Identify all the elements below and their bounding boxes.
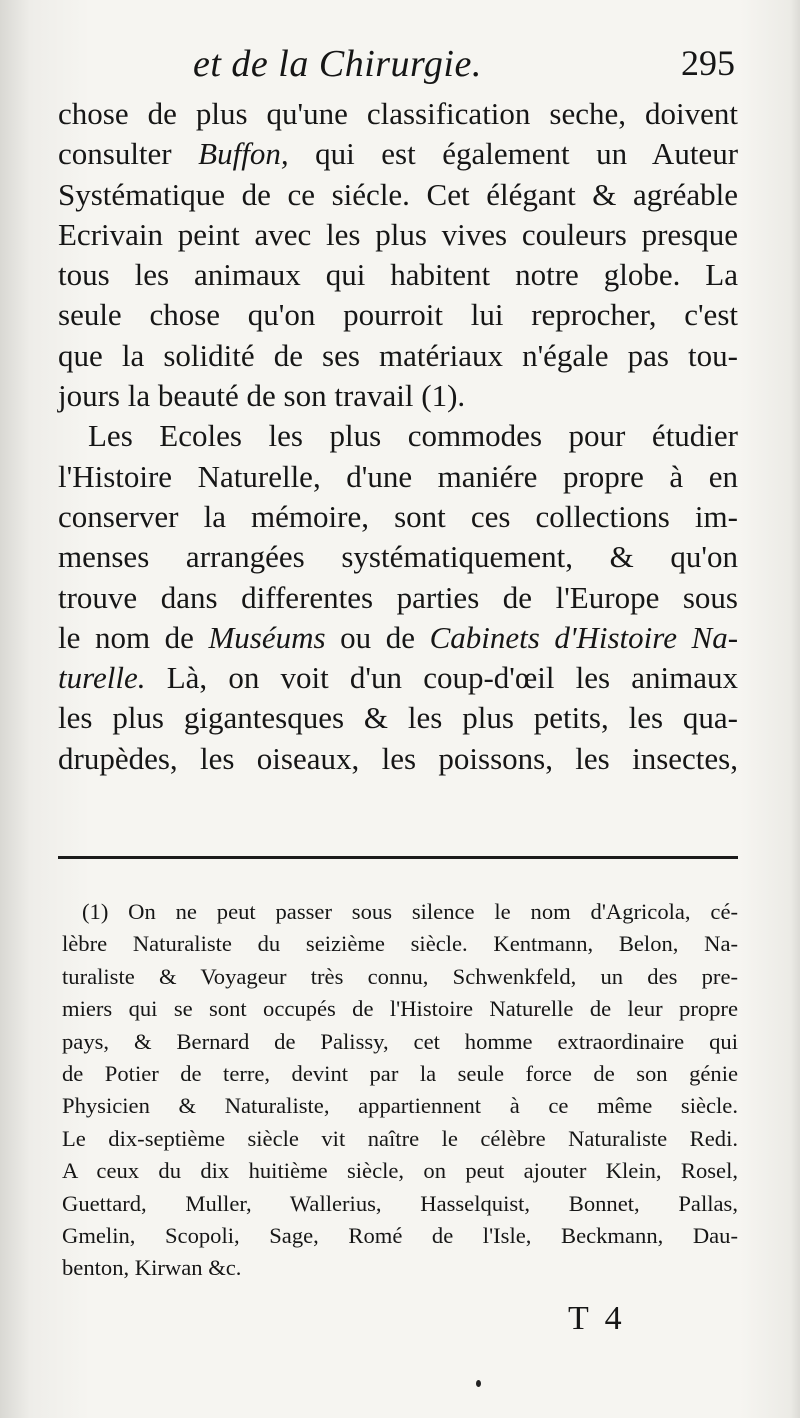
- text-line: chose de plus qu'une classification seche, doivent: [58, 96, 738, 131]
- footnote-line: Gmelin, Scopoli, Sage, Romé de l'Isle, Beckmann, Dau-: [62, 1222, 738, 1248]
- page-number: 295: [681, 43, 735, 83]
- footnote-divider: [58, 856, 738, 859]
- footnote-line: A ceux du dix huitième siècle, on peut ajouter Klein, Rosel,: [62, 1158, 738, 1184]
- text-line: le nom de Muséums ou de Cabinets d'Histoire Na-: [58, 619, 739, 655]
- text-line: jours la beauté de son travail (1).: [58, 378, 466, 414]
- footnote-line: miers qui se sont occupés de l'Histoire Naturelle de leur propre: [62, 996, 738, 1022]
- signature-mark: T 4: [568, 1300, 626, 1337]
- text-line: conserver la mémoire, sont ces collections im-: [58, 498, 738, 534]
- footnote-line: de Potier de terre, devint par la seule force de son génie: [62, 1060, 738, 1086]
- main-text-block: [58, 94, 738, 779]
- text-line: que la solidité de ses matériaux n'égale pas tou-: [58, 337, 738, 373]
- text-line: trouve dans differentes parties de l'Europe sous: [58, 579, 738, 615]
- footnote-line: (1) On ne peut passer sous silence le nom d'Agricola, cé-: [82, 899, 738, 924]
- running-head: et de la Chirurgie.: [193, 43, 482, 85]
- text-line: menses arrangées systématiquement, & qu'on: [58, 539, 738, 575]
- text-line: tous les animaux qui habitent notre globe. La: [58, 257, 738, 293]
- footnote-line: turaliste & Voyageur très connu, Schwenkfeld, un des pre-: [62, 963, 738, 989]
- text-line: l'Histoire Naturelle, d'une maniére propre à en: [58, 458, 738, 494]
- footnote-block: [62, 896, 738, 1285]
- text-line: turelle. Là, on voit d'un coup-d'œil les animaux: [58, 660, 739, 696]
- paragraph-start-line: Les Ecoles les plus commodes pour étudier: [88, 418, 738, 454]
- text-line: Ecrivain peint avec les plus vives couleurs presque: [58, 216, 738, 252]
- text-line: consulter Buffon, qui est également un Auteur: [58, 136, 739, 172]
- emphasis-turelle: turelle.: [58, 660, 146, 696]
- footnote-line: Physicien & Naturaliste, appartiennent à ce même siècle.: [62, 1093, 738, 1119]
- footnote-line: benton, Kirwan &c.: [62, 1255, 242, 1281]
- footnote-line: pays, & Bernard de Palissy, cet homme extraordinaire qui: [62, 1028, 738, 1054]
- ink-speck: [476, 1380, 481, 1387]
- page-header: [175, 42, 735, 92]
- footnote-line: lèbre Naturaliste du seizième siècle. Kentmann, Belon, Na-: [62, 931, 738, 957]
- text-line: Systématique de ce siécle. Cet élégant & agréable: [58, 176, 738, 212]
- emphasis-cabinets: Cabinets d'Histoire Na-: [429, 619, 739, 655]
- emphasis-museums: Muséums: [208, 619, 326, 655]
- emphasis-buffon: Buffon,: [198, 136, 289, 172]
- footnote-line: Guettard, Muller, Wallerius, Hasselquist, Bonnet, Pallas,: [62, 1190, 738, 1216]
- text-line: seule chose qu'on pourroit lui reprocher, c'est: [58, 297, 738, 333]
- text-line: drupèdes, les oiseaux, les poissons, les insectes,: [58, 740, 738, 776]
- footnote-line: Le dix-septième siècle vit naître le célèbre Naturaliste Redi.: [62, 1125, 738, 1151]
- text-line: les plus gigantesques & les plus petits, les qua-: [58, 700, 738, 736]
